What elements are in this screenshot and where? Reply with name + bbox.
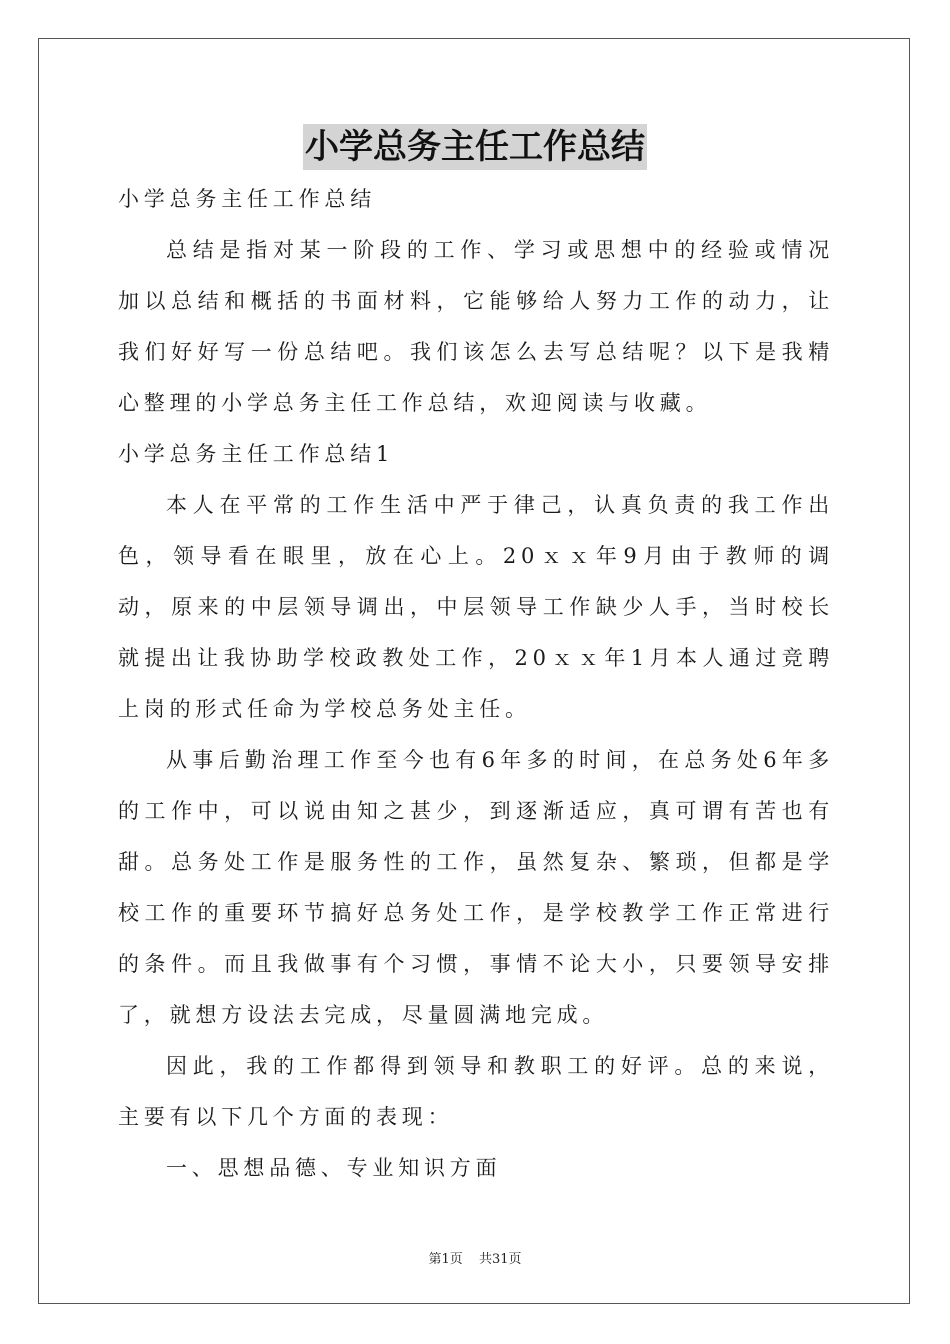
page-number: 第1页 — [428, 1252, 463, 1267]
document-title: 小学总务主任工作总结 — [303, 124, 647, 170]
paragraph-intro: 总结是指对某一阶段的工作、学习或思想中的经验或情况加以总结和概括的书面材料，它能够给人努力工作的动力，让我们好好写一份总结吧。我们该怎么去写总结呢？以下是我精心整理的小学总务主任工作总结，欢迎阅读与收藏。 — [118, 238, 834, 415]
page-footer — [0, 1248, 950, 1267]
document-body — [118, 174, 834, 1194]
paragraph-section-heading: 小学总务主任工作总结1 — [118, 442, 395, 466]
title-wrap — [0, 124, 950, 170]
paragraph-subtitle: 小学总务主任工作总结 — [118, 187, 376, 211]
page-total: 共31页 — [478, 1252, 522, 1267]
paragraph-body-1: 本人在平常的工作生活中严于律己，认真负责的我工作出色，领导看在眼里，放在心上。20ｘｘ年9月由于教师的调动，原来的中层领导调出，中层领导工作缺少人手，当时校长就提出让我协助学校政教处工作，20ｘｘ年1月本人通过竞聘上岗的形式任命为学校总务处主任。 — [118, 493, 834, 721]
paragraph-body-2: 从事后勤治理工作至今也有6年多的时间，在总务处6年多的工作中，可以说由知之甚少，到逐渐适应，真可谓有苦也有甜。总务处工作是服务性的工作，虽然复杂、繁琐，但都是学校工作的重要环节搞好总务处工作，是学校教学工作正常进行的条件。而且我做事有个习惯，事情不论大小，只要领导安排了，就想方设法去完成，尽量圆满地完成。 — [118, 748, 834, 1027]
paragraph-body-3: 因此，我的工作都得到领导和教职工的好评。总的来说，主要有以下几个方面的表现： — [118, 1054, 834, 1129]
paragraph-subheading: 一、思想品德、专业知识方面 — [166, 1156, 502, 1180]
